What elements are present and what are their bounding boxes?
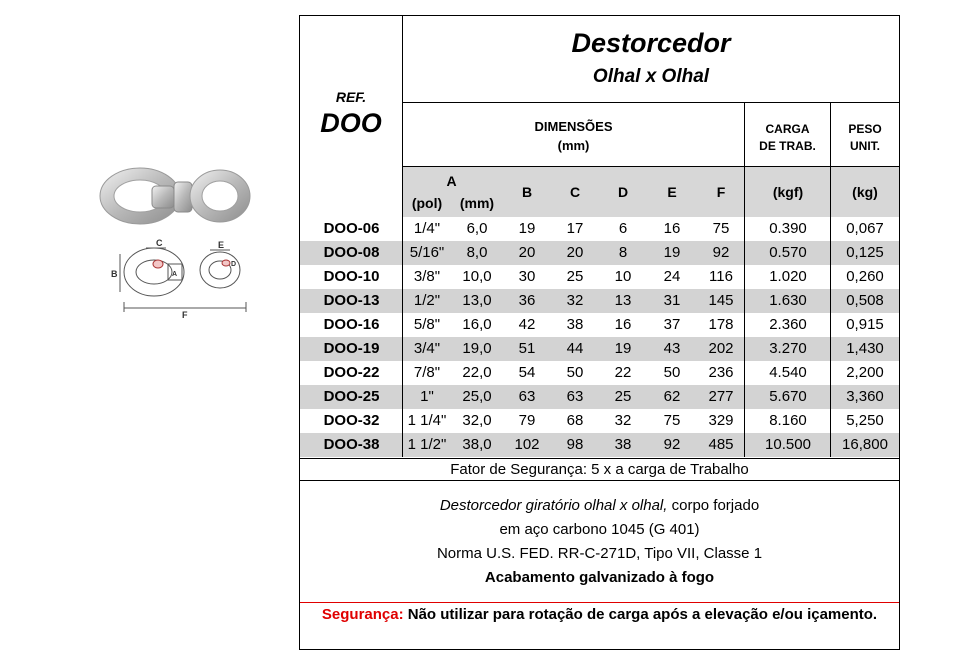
cell-kgf: 4.540 [769, 364, 807, 381]
swivel-drawing [120, 248, 246, 312]
table-row [300, 241, 899, 265]
safety-factor-note: Fator de Segurança: 5 x a carga de Trabalho [300, 458, 899, 481]
cell-e: 43 [663, 340, 681, 357]
safety-warning-label: Segurança: [321, 606, 404, 623]
cell-pol: 1/4" [413, 220, 441, 237]
cell-mm: 6,0 [466, 220, 488, 237]
col-a-pol-header: (pol) [411, 195, 443, 211]
cell-c: 50 [566, 364, 584, 381]
dim-f-label: F [182, 310, 188, 320]
cell-c: 44 [566, 340, 584, 357]
divider [402, 385, 403, 409]
cell-pol: 5/16" [409, 244, 445, 261]
divider [402, 409, 403, 433]
divider [744, 337, 745, 361]
cell-kgf: 1.630 [769, 292, 807, 309]
cell-f: 116 [709, 268, 733, 285]
cell-kgf: 0.390 [769, 220, 807, 237]
cell-e: 19 [663, 244, 681, 261]
table-row [300, 385, 899, 409]
cell-mm: 10,0 [462, 268, 492, 285]
cell-kg: 0,508 [846, 292, 884, 309]
divider [744, 313, 745, 337]
col-f-header: F [716, 184, 726, 200]
cell-d: 13 [614, 292, 632, 309]
cell-d: 10 [614, 268, 632, 285]
divider [402, 217, 403, 241]
cell-f: 75 [712, 220, 730, 237]
divider [830, 217, 831, 241]
cell-e: 24 [663, 268, 681, 285]
swivel-photo [100, 168, 250, 224]
load-group-header [745, 103, 831, 167]
divider [402, 433, 403, 457]
description-line-1 [300, 497, 899, 514]
description-italic: Destorcedor giratório olhal x olhal, [439, 497, 668, 514]
divider [830, 337, 831, 361]
table-row [300, 289, 899, 313]
cell-mm: 38,0 [462, 436, 492, 453]
ref-code: DOO [320, 108, 382, 138]
divider [744, 241, 745, 265]
cell-kg: 16,800 [842, 436, 888, 453]
cell-kg: 1,430 [846, 340, 884, 357]
table-row [300, 337, 899, 361]
ref-header-cell [300, 16, 403, 217]
cell-kg: 0,260 [846, 268, 884, 285]
cell-ref: DOO-22 [323, 364, 380, 381]
divider [402, 265, 403, 289]
spec-table [299, 15, 900, 650]
cell-ref: DOO-13 [323, 292, 380, 309]
title-block [403, 16, 899, 103]
cell-ref: DOO-38 [323, 436, 380, 453]
cell-c: 17 [566, 220, 584, 237]
cell-mm: 16,0 [462, 316, 492, 333]
weight-group-header [831, 103, 899, 167]
table-row [300, 217, 899, 241]
cell-ref: DOO-08 [323, 244, 380, 261]
cell-c: 20 [566, 244, 584, 261]
cell-kg: 0,125 [846, 244, 884, 261]
cell-e: 16 [663, 220, 681, 237]
divider [830, 409, 831, 433]
cell-d: 16 [614, 316, 632, 333]
divider [830, 265, 831, 289]
col-kgf-header: (kgf) [772, 184, 804, 200]
cell-e: 62 [663, 388, 681, 405]
cell-kg: 0,915 [846, 316, 884, 333]
divider [402, 361, 403, 385]
divider [830, 167, 831, 217]
divider [744, 409, 745, 433]
cell-ref: DOO-19 [323, 340, 380, 357]
col-a-header: A [446, 173, 457, 189]
cell-ref: DOO-10 [323, 268, 380, 285]
divider [402, 337, 403, 361]
cell-mm: 13,0 [462, 292, 492, 309]
cell-ref: DOO-32 [323, 412, 380, 429]
divider [744, 289, 745, 313]
description-block [300, 481, 899, 603]
product-figure [96, 160, 256, 320]
cell-kgf: 0.570 [769, 244, 807, 261]
cell-c: 32 [566, 292, 584, 309]
col-c-header: C [569, 184, 581, 200]
cell-ref: DOO-25 [323, 388, 380, 405]
divider [830, 313, 831, 337]
divider [744, 217, 745, 241]
cell-b: 79 [518, 412, 536, 429]
cell-e: 92 [663, 436, 681, 453]
cell-mm: 8,0 [466, 244, 488, 261]
cell-e: 50 [663, 364, 681, 381]
table-row [300, 265, 899, 289]
cell-f: 236 [708, 364, 734, 381]
column-header-row [403, 167, 899, 217]
weight-label-2: UNIT. [850, 139, 880, 153]
description-line-4: Acabamento galvanizado à fogo [484, 569, 715, 586]
cell-pol: 3/4" [413, 340, 441, 357]
cell-f: 178 [708, 316, 734, 333]
col-kg-header: (kg) [852, 184, 878, 200]
cell-b: 42 [518, 316, 536, 333]
cell-mm: 25,0 [462, 388, 492, 405]
divider [744, 433, 745, 457]
col-b-header: B [521, 184, 533, 200]
cell-ref: DOO-06 [323, 220, 380, 237]
divider [402, 313, 403, 337]
cell-kgf: 2.360 [769, 316, 807, 333]
cell-pol: 1/2" [413, 292, 441, 309]
divider [402, 289, 403, 313]
cell-pol: 7/8" [413, 364, 441, 381]
cell-f: 92 [712, 244, 730, 261]
cell-f: 145 [708, 292, 734, 309]
divider [744, 167, 745, 217]
cell-pol: 3/8" [413, 268, 441, 285]
cell-kg: 5,250 [846, 412, 884, 429]
cell-c: 68 [566, 412, 584, 429]
product-title: Destorcedor [571, 28, 731, 58]
cell-mm: 22,0 [462, 364, 492, 381]
description-line-3: Norma U.S. FED. RR-C-271D, Tipo VII, Classe 1 [436, 545, 763, 562]
cell-e: 31 [663, 292, 681, 309]
cell-kgf: 3.270 [769, 340, 807, 357]
cell-d: 6 [618, 220, 628, 237]
cell-mm: 19,0 [462, 340, 492, 357]
dimensions-unit: (mm) [557, 138, 590, 153]
cell-d: 8 [618, 244, 628, 261]
col-a-mm-header: (mm) [459, 195, 495, 211]
cell-b: 20 [518, 244, 536, 261]
divider [830, 433, 831, 457]
dim-c-label: C [156, 238, 163, 248]
cell-b: 51 [518, 340, 536, 357]
cell-d: 22 [614, 364, 632, 381]
load-label: CARGA [765, 122, 810, 136]
safety-warning-text: Não utilizar para rotação de carga após a elevação e/ou içamento. [403, 606, 878, 623]
cell-f: 202 [708, 340, 734, 357]
table-row [300, 313, 899, 337]
cell-b: 19 [518, 220, 536, 237]
dim-a-label: A [172, 271, 178, 278]
divider [744, 265, 745, 289]
dim-e-label: E [218, 240, 225, 250]
cell-c: 25 [566, 268, 584, 285]
cell-kg: 0,067 [846, 220, 884, 237]
dimensions-label: DIMENSÕES [534, 119, 613, 134]
cell-e: 37 [663, 316, 681, 333]
dim-b-label: B [111, 269, 118, 279]
cell-c: 63 [566, 388, 584, 405]
cell-d: 25 [614, 388, 632, 405]
cell-b: 54 [518, 364, 536, 381]
cell-f: 485 [708, 436, 734, 453]
cell-f: 329 [708, 412, 734, 429]
cell-c: 98 [566, 436, 584, 453]
divider [830, 385, 831, 409]
cell-d: 32 [614, 412, 632, 429]
cell-kgf: 10.500 [765, 436, 811, 453]
divider [744, 385, 745, 409]
cell-kg: 3,360 [846, 388, 884, 405]
divider [830, 241, 831, 265]
divider [402, 241, 403, 265]
cell-b: 36 [518, 292, 536, 309]
ref-label: REF. [335, 89, 367, 105]
cell-e: 75 [663, 412, 681, 429]
cell-kgf: 1.020 [769, 268, 807, 285]
cell-b: 30 [518, 268, 536, 285]
divider [744, 361, 745, 385]
product-subtitle: Olhal x Olhal [592, 66, 710, 87]
dim-d-label: D [231, 261, 237, 268]
cell-kgf: 5.670 [769, 388, 807, 405]
load-label-2: DE TRAB. [759, 139, 816, 153]
safety-warning [300, 604, 899, 625]
cell-kgf: 8.160 [769, 412, 807, 429]
cell-pol: 5/8" [413, 316, 441, 333]
col-e-header: E [667, 184, 677, 200]
divider [830, 361, 831, 385]
cell-pol: 1 1/4" [407, 412, 447, 429]
swivel-illustration [96, 160, 256, 320]
cell-d: 38 [614, 436, 632, 453]
divider [830, 289, 831, 313]
col-d-header: D [617, 184, 629, 200]
cell-mm: 32,0 [462, 412, 492, 429]
cell-b: 102 [514, 436, 540, 453]
table-row [300, 409, 899, 433]
cell-d: 19 [614, 340, 632, 357]
table-row [300, 433, 899, 457]
weight-label: PESO [848, 122, 882, 136]
description-line-2: em aço carbono 1045 (G 401) [499, 521, 700, 538]
dimensions-group-header [403, 103, 745, 167]
cell-ref: DOO-16 [323, 316, 380, 333]
description-line-1-rest: corpo forjado [667, 497, 760, 514]
table-row [300, 361, 899, 385]
cell-b: 63 [518, 388, 536, 405]
cell-pol: 1" [420, 388, 434, 405]
cell-c: 38 [566, 316, 584, 333]
cell-pol: 1 1/2" [407, 436, 447, 453]
cell-f: 277 [708, 388, 734, 405]
cell-kg: 2,200 [846, 364, 884, 381]
